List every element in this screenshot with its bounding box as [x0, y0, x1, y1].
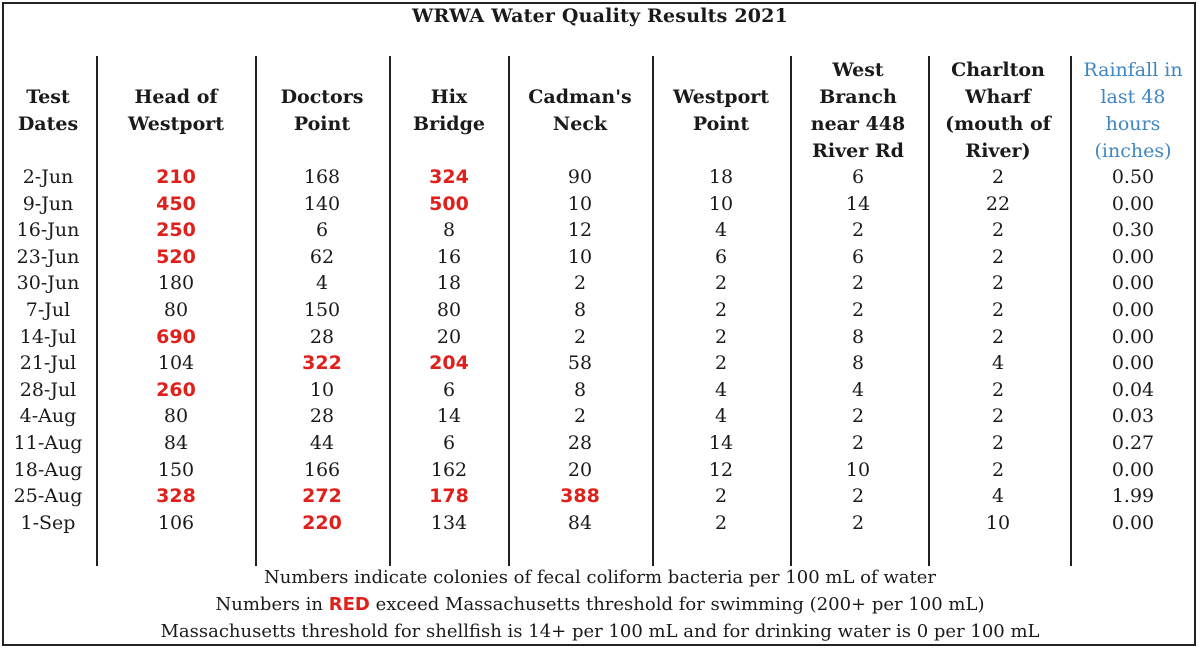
value-cell: 58 [567, 352, 593, 375]
value-cell: 2 [851, 432, 865, 454]
value-cell: 8 [442, 219, 456, 242]
table-row [0, 377, 1200, 404]
value-cell: 2 [991, 245, 1005, 268]
value-cell: 106 [157, 511, 195, 534]
date-cell: 18-Aug [13, 458, 83, 481]
value-cell: 4 [991, 485, 1005, 508]
column-header-line: Cadman's [528, 86, 632, 108]
value-cell: 2 [714, 352, 728, 375]
value-cell: 2 [573, 272, 587, 295]
value-cell: 8 [573, 378, 587, 401]
value-cell: 4 [315, 272, 329, 295]
value-cell: 84 [567, 511, 593, 534]
value-cell: 150 [157, 458, 195, 481]
value-cell: 10 [567, 192, 593, 215]
value-cell: 250 [156, 219, 196, 242]
value-cell: 80 [436, 299, 462, 321]
rainfall-cell: 0.50 [1111, 166, 1155, 188]
value-cell: 14 [845, 192, 871, 215]
column-header [0, 57, 96, 165]
value-cell: 450 [156, 192, 196, 215]
value-cell: 28 [309, 405, 335, 428]
value-cell: 150 [303, 299, 341, 321]
column-header-line: Wharf [965, 86, 1031, 108]
column-header-line: (inches) [1094, 140, 1172, 162]
date-cell: 4-Aug [19, 405, 77, 428]
value-cell: 2 [991, 458, 1005, 481]
date-cell: 14-Jul [19, 325, 77, 348]
table-row [0, 324, 1200, 351]
column-header-line: West [832, 59, 884, 81]
value-cell: 204 [429, 352, 469, 375]
value-cell: 2 [851, 485, 865, 508]
column-header-line: near 448 [810, 113, 906, 135]
date-cell: 16-Jun [16, 219, 80, 242]
column-header-line: Westport [672, 86, 770, 108]
column-header-line: Bridge [413, 113, 485, 135]
rainfall-cell: 0.00 [1111, 325, 1155, 348]
rainfall-cell: 0.00 [1111, 458, 1155, 481]
value-cell: 104 [157, 352, 195, 375]
value-cell: 2 [714, 272, 728, 295]
table-row [0, 244, 1200, 271]
footer-note-thresholds: Massachusetts threshold for shellfish is 14+ per 100 mL and for drinking water is 0 per 100 mL [160, 621, 1040, 642]
value-cell: 6 [442, 432, 456, 454]
value-cell: 4 [851, 378, 865, 401]
value-cell: 4 [991, 352, 1005, 375]
value-cell: 2 [851, 405, 865, 428]
column-header-line: Point [293, 113, 351, 135]
value-cell: 18 [708, 166, 734, 188]
value-cell: 10 [708, 192, 734, 215]
value-cell: 20 [436, 325, 462, 348]
value-cell: 324 [429, 166, 469, 188]
value-cell: 134 [430, 511, 468, 534]
value-cell: 2 [714, 485, 728, 508]
value-cell: 10 [309, 378, 335, 401]
value-cell: 2 [714, 325, 728, 348]
value-cell: 2 [991, 219, 1005, 242]
table-row [0, 457, 1200, 484]
table-title: WRWA Water Quality Results 2021 [412, 5, 788, 27]
value-cell: 80 [163, 299, 189, 321]
value-cell: 2 [573, 325, 587, 348]
column-header-line: Branch [819, 86, 897, 108]
value-cell: 6 [442, 378, 456, 401]
date-cell: 30-Jun [16, 272, 80, 295]
value-cell: 90 [567, 166, 593, 188]
column-header-line: Rainfall in [1083, 59, 1183, 81]
value-cell: 84 [163, 432, 189, 454]
table-row [0, 270, 1200, 297]
value-cell: 10 [567, 245, 593, 268]
value-cell: 2 [991, 405, 1005, 428]
date-cell: 25-Aug [13, 485, 83, 508]
value-cell: 4 [714, 378, 728, 401]
value-cell: 140 [303, 192, 341, 215]
value-cell: 10 [985, 511, 1011, 534]
rainfall-cell: 0.00 [1111, 272, 1155, 295]
value-cell: 28 [567, 432, 593, 454]
column-header [928, 57, 1068, 165]
value-cell: 14 [436, 405, 462, 428]
table-row [0, 510, 1200, 537]
rainfall-cell: 0.00 [1111, 245, 1155, 268]
value-cell: 12 [708, 458, 734, 481]
value-cell: 180 [157, 272, 195, 295]
value-cell: 10 [845, 458, 871, 481]
value-cell: 520 [156, 245, 196, 268]
rainfall-cell: 0.00 [1111, 511, 1155, 534]
value-cell: 44 [309, 432, 335, 454]
column-header-line: Charlton [951, 59, 1045, 81]
value-cell: 2 [991, 299, 1005, 321]
footer-note-red [0, 594, 1200, 615]
value-cell: 210 [156, 166, 196, 188]
value-cell: 2 [991, 272, 1005, 295]
value-cell: 500 [429, 192, 469, 215]
footer-red-prefix: Numbers in [215, 594, 329, 615]
table-row [0, 403, 1200, 430]
table-row [0, 191, 1200, 218]
column-header-line: Dates [17, 113, 79, 135]
column-header-line: Doctors [280, 86, 364, 108]
column-header-line: Westport [127, 113, 225, 135]
date-cell: 1-Sep [20, 511, 76, 534]
column-header [656, 57, 786, 165]
value-cell: 322 [302, 352, 342, 375]
column-header-line: Neck [552, 113, 608, 135]
value-cell: 178 [429, 485, 469, 508]
value-cell: 2 [991, 432, 1005, 454]
date-cell: 28-Jul [19, 378, 77, 401]
value-cell: 166 [303, 458, 341, 481]
value-cell: 20 [567, 458, 593, 481]
table-row [0, 164, 1200, 191]
value-cell: 2 [851, 272, 865, 295]
footer-note-units: Numbers indicate colonies of fecal coliform bacteria per 100 mL of water [263, 567, 937, 588]
column-header-line: hours [1105, 113, 1161, 135]
value-cell: 12 [567, 219, 593, 242]
rainfall-cell: 0.04 [1111, 378, 1155, 401]
date-cell: 9-Jun [22, 192, 74, 215]
value-cell: 2 [851, 511, 865, 534]
column-header-line: Head of [134, 86, 218, 108]
value-cell: 80 [163, 405, 189, 428]
value-cell: 6 [315, 219, 329, 242]
column-header-line: River Rd [812, 140, 904, 162]
rainfall-cell: 0.27 [1111, 432, 1155, 454]
value-cell: 22 [985, 192, 1011, 215]
value-cell: 6 [851, 166, 865, 188]
rainfall-cell: 1.99 [1111, 485, 1155, 508]
value-cell: 328 [156, 485, 196, 508]
value-cell: 2 [991, 378, 1005, 401]
column-header-line: Test [26, 86, 70, 108]
footer-red-suffix: exceed Massachusetts threshold for swimming (200+ per 100 mL) [369, 594, 985, 615]
value-cell: 4 [714, 405, 728, 428]
value-cell: 6 [851, 245, 865, 268]
table-row [0, 430, 1200, 457]
value-cell: 8 [851, 352, 865, 375]
column-header [510, 57, 650, 165]
table-row [0, 350, 1200, 377]
rainfall-cell: 0.00 [1111, 352, 1155, 375]
value-cell: 2 [714, 299, 728, 321]
column-header-line: Hix [430, 86, 468, 108]
value-cell: 16 [436, 245, 462, 268]
value-cell: 28 [309, 325, 335, 348]
date-cell: 2-Jun [22, 166, 74, 188]
value-cell: 14 [708, 432, 734, 454]
value-cell: 388 [560, 485, 600, 508]
rainfall-cell: 0.00 [1111, 299, 1155, 321]
rainfall-cell: 0.03 [1111, 405, 1155, 428]
value-cell: 162 [430, 458, 468, 481]
date-cell: 23-Jun [16, 245, 80, 268]
date-cell: 7-Jul [25, 299, 71, 321]
value-cell: 6 [714, 245, 728, 268]
column-header [101, 57, 251, 165]
table-row [0, 217, 1200, 244]
value-cell: 2 [573, 405, 587, 428]
rainfall-cell: 0.30 [1111, 219, 1155, 242]
value-cell: 220 [302, 511, 342, 534]
column-header [394, 57, 504, 165]
column-header [793, 57, 923, 165]
value-cell: 168 [303, 166, 341, 188]
value-cell: 8 [573, 299, 587, 321]
footer-red-word: RED [328, 594, 370, 615]
value-cell: 2 [714, 511, 728, 534]
value-cell: 2 [851, 299, 865, 321]
value-cell: 2 [991, 166, 1005, 188]
value-cell: 4 [714, 219, 728, 242]
column-header [257, 57, 387, 165]
value-cell: 690 [156, 325, 196, 348]
table-row [0, 297, 1200, 324]
date-cell: 21-Jul [19, 352, 77, 375]
column-header [1073, 57, 1193, 165]
value-cell: 8 [851, 325, 865, 348]
value-cell: 2 [851, 219, 865, 242]
value-cell: 260 [156, 378, 196, 401]
date-cell: 11-Aug [13, 432, 83, 454]
column-header-line: River) [965, 140, 1031, 162]
column-header-line: (mouth of [945, 113, 1051, 135]
column-header-line: Point [692, 113, 750, 135]
value-cell: 2 [991, 325, 1005, 348]
value-cell: 272 [302, 485, 342, 508]
rainfall-cell: 0.00 [1111, 192, 1155, 215]
value-cell: 62 [309, 245, 335, 268]
table-row [0, 483, 1200, 510]
value-cell: 18 [436, 272, 462, 295]
column-header-line: last 48 [1100, 86, 1166, 108]
